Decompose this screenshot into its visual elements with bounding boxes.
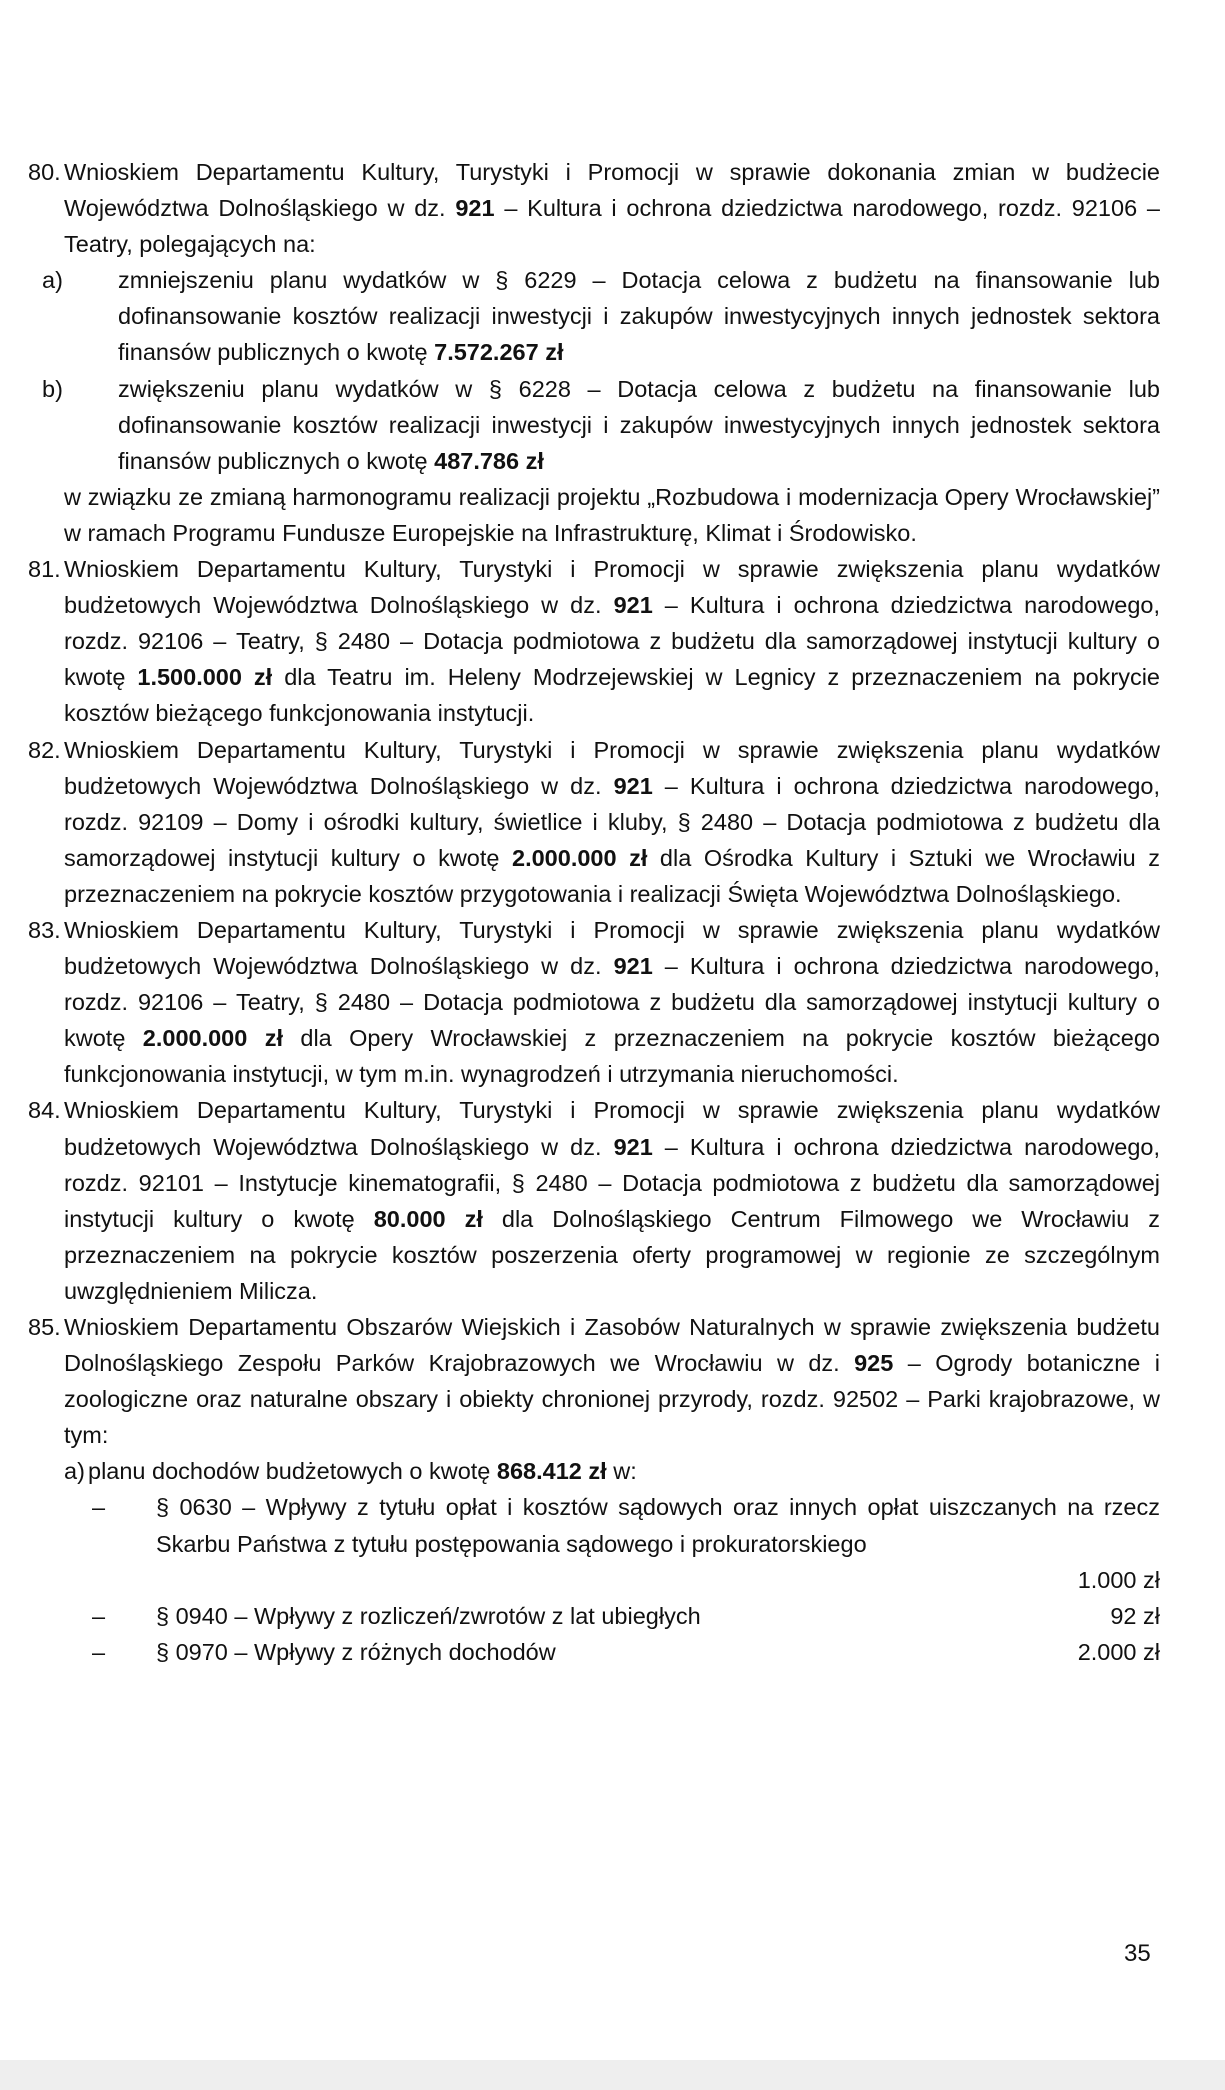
text-run: Wnioskiem Departamentu Kultury, Turystyki i Promocji w sprawie zwiększenia planu wydatków budżetowych Województwa Dolnośląskiego w dz. — [64, 556, 1160, 619]
item-paragraph — [64, 154, 1160, 262]
division-number: 925 — [854, 1350, 894, 1377]
division-number: 921 — [613, 1133, 653, 1160]
division-number: 921 — [613, 953, 653, 980]
amount: 1.500.000 zł — [137, 664, 273, 691]
sub-item-b — [28, 371, 1160, 479]
text-run: dla Ośrodka Kultury i Sztuki we Wrocławiu z przeznaczeniem na pokrycie kosztów przygotowania i realizacji Święta Województwa Dolnośląskiego. — [64, 844, 1160, 907]
income-row-label: § 0940 – Wpływy z rozliczeń/zwrotów z lat ubiegłych — [156, 1602, 701, 1629]
list-item-81 — [28, 551, 1160, 731]
text-run: dla Dolnośląskiego Centrum Filmowego we Wrocławiu z przeznaczeniem na pokrycie kosztów poszerzenia oferty programowej w regionie ze szczególnym uwzględnieniem Milicza. — [64, 1205, 1160, 1304]
text-run: Wnioskiem Departamentu Kultury, Turystyki i Promocji w sprawie zwiększenia planu wydatków budżetowych Województwa Dolnośląskiego w dz. — [64, 1097, 1160, 1160]
item-number: 83. — [28, 916, 61, 943]
item-paragraph: w związku ze zmianą harmonogramu realizacji projektu „Rozbudowa i modernizacja Opery Wrocławskiej” w ramach Programu Fundusze Europejskie na Infrastrukturę, Klimat i Środowisko. — [64, 483, 1160, 546]
text-run: zmniejszeniu planu wydatków w § 6229 – Dotacja celowa z budżetu na finansowanie lub dofinansowanie kosztów realizacji inwestycji i zakupów inwestycyjnych innych jednostek sektora finansów publicznych o kwotę — [118, 267, 1160, 366]
item-number: 84. — [28, 1097, 61, 1124]
income-row-amount: 1.000 zł — [1077, 1566, 1160, 1593]
income-row — [28, 1598, 1160, 1634]
text-run: planu dochodów budżetowych o kwotę — [88, 1458, 497, 1485]
text-run: Wnioskiem Departamentu Kultury, Turystyki i Promocji w sprawie zwiększenia planu wydatków budżetowych Województwa Dolnośląskiego w dz. — [64, 916, 1160, 980]
text-run: zwiększeniu planu wydatków w § 6228 – Dotacja celowa z budżetu na finansowanie lub dofinansowanie kosztów realizacji inwestycji i zakupów inwestycyjnych innych jednostek sektora finansów publicznych o kwotę — [118, 375, 1160, 474]
text-run: dla Teatru im. Heleny Modrzejewskiej w Legnicy z przeznaczeniem na pokrycie kosztów bieżącego funkcjonowania instytucji. — [64, 664, 1161, 727]
text-run: Wnioskiem Departamentu Obszarów Wiejskich i Zasobów Naturalnych w sprawie zwiększenia budżetu Dolnośląskiego Zespołu Parków Krajobrazowych we Wrocławiu w dz. — [64, 1314, 1160, 1377]
sub-item-letter: a) — [42, 267, 63, 294]
item-number: 81. — [28, 556, 61, 583]
item-paragraph — [64, 732, 1160, 912]
item-number: 80. — [28, 159, 61, 185]
text-run: – Kultura i ochrona dziedzictwa narodowego, rozdz. 92109 – Domy i ośrodki kultury, świetlice i kluby, § 2480 – Dotacja podmiotowa z budżetu dla samorządowej instytucji kultury o kwotę — [64, 772, 1160, 871]
income-row-amount: 2.000 zł — [1077, 1638, 1160, 1665]
division-number: 921 — [613, 592, 653, 619]
list-item-82 — [28, 732, 1160, 912]
amount: 487.786 zł — [434, 447, 544, 474]
text-run: Wnioskiem Departamentu Kultury, Turystyki i Promocji w sprawie zwiększenia planu wydatków budżetowych Województwa Dolnośląskiego w dz. — [64, 736, 1160, 799]
list-item-84 — [28, 1092, 1160, 1309]
income-row — [28, 1634, 1160, 1670]
text-run: – Kultura i ochrona dziedzictwa narodowego, rozdz. 92101 – Instytucje kinematografii, § 2480 – Dotacja podmiotowa z budżetu dla samorządowej instytucji kultury o kwotę — [64, 1133, 1160, 1232]
income-row-label: § 0970 – Wpływy z różnych dochodów — [156, 1638, 556, 1665]
item-paragraph — [64, 912, 1160, 1092]
sub-item-a — [64, 1453, 1160, 1489]
amount: 2.000.000 zł — [142, 1025, 283, 1052]
bottom-bar — [0, 2060, 1225, 2090]
division-number: 921 — [613, 772, 653, 799]
amount: 80.000 zł — [373, 1205, 483, 1232]
sub-item-letter: b) — [42, 375, 63, 402]
item-paragraph — [64, 551, 1160, 731]
income-row-label: § 0630 – Wpływy z tytułu opłat i kosztów sądowych oraz innych opłat uiszczanych na rzecz Skarbu Państwa z tytułu postępowania sądowego i prokuratorskiego — [156, 1494, 1160, 1557]
division-number: 921 — [455, 195, 495, 222]
list-item-83 — [28, 912, 1160, 1092]
text-run: w: — [606, 1458, 637, 1485]
list-item-85 — [28, 1309, 1160, 1670]
list-item-80 — [28, 154, 1160, 551]
income-row — [28, 1489, 1160, 1597]
item-paragraph — [64, 1092, 1160, 1309]
amount: 2.000.000 zł — [512, 844, 648, 871]
text-run: – Kultura i ochrona dziedzictwa narodowego, rozdz. 92106 – Teatry, § 2480 – Dotacja podmiotowa z budżetu dla samorządowej instytucji kultury o kwotę — [64, 953, 1160, 1052]
page-number: 35 — [1124, 1940, 1151, 1967]
text-run: – Kultura i ochrona dziedzictwa narodowego, rozdz. 92106 – Teatry, § 2480 – Dotacja podmiotowa z budżetu dla samorządowej instytucji kultury o kwotę — [64, 592, 1160, 691]
text-run: Wnioskiem Departamentu Kultury, Turystyki i Promocji w sprawie dokonania zmian w budżecie Województwa Dolnośląskiego w dz. — [64, 159, 1160, 222]
document-body — [28, 154, 1160, 1670]
dash-bullet: – — [92, 1638, 106, 1665]
item-number: 82. — [28, 736, 61, 763]
amount: 868.412 zł — [496, 1458, 607, 1485]
item-paragraph — [64, 1309, 1160, 1453]
dash-bullet: – — [92, 1602, 106, 1629]
sub-item-letter: a) — [64, 1458, 85, 1485]
dash-bullet: – — [92, 1494, 106, 1521]
sub-item-a — [28, 262, 1160, 370]
amount: 7.572.267 zł — [434, 339, 564, 366]
item-number: 85. — [28, 1314, 61, 1340]
income-row-amount: 92 zł — [1110, 1602, 1160, 1629]
text-run: dla Opery Wrocławskiej z przeznaczeniem na pokrycie kosztów bieżącego funkcjonowania instytucji, w tym m.in. wynagrodzeń i utrzymania nieruchomości. — [64, 1025, 1161, 1088]
text-run: – Ogrody botaniczne i zoologiczne oraz naturalne obszary i obiekty chronionej przyrody, rozdz. 92502 – Parki krajobrazowe, w tym: — [64, 1350, 1160, 1449]
text-run: – Kultura i ochrona dziedzictwa narodowego, rozdz. 92106 – Teatry, polegających na: — [64, 195, 1160, 258]
